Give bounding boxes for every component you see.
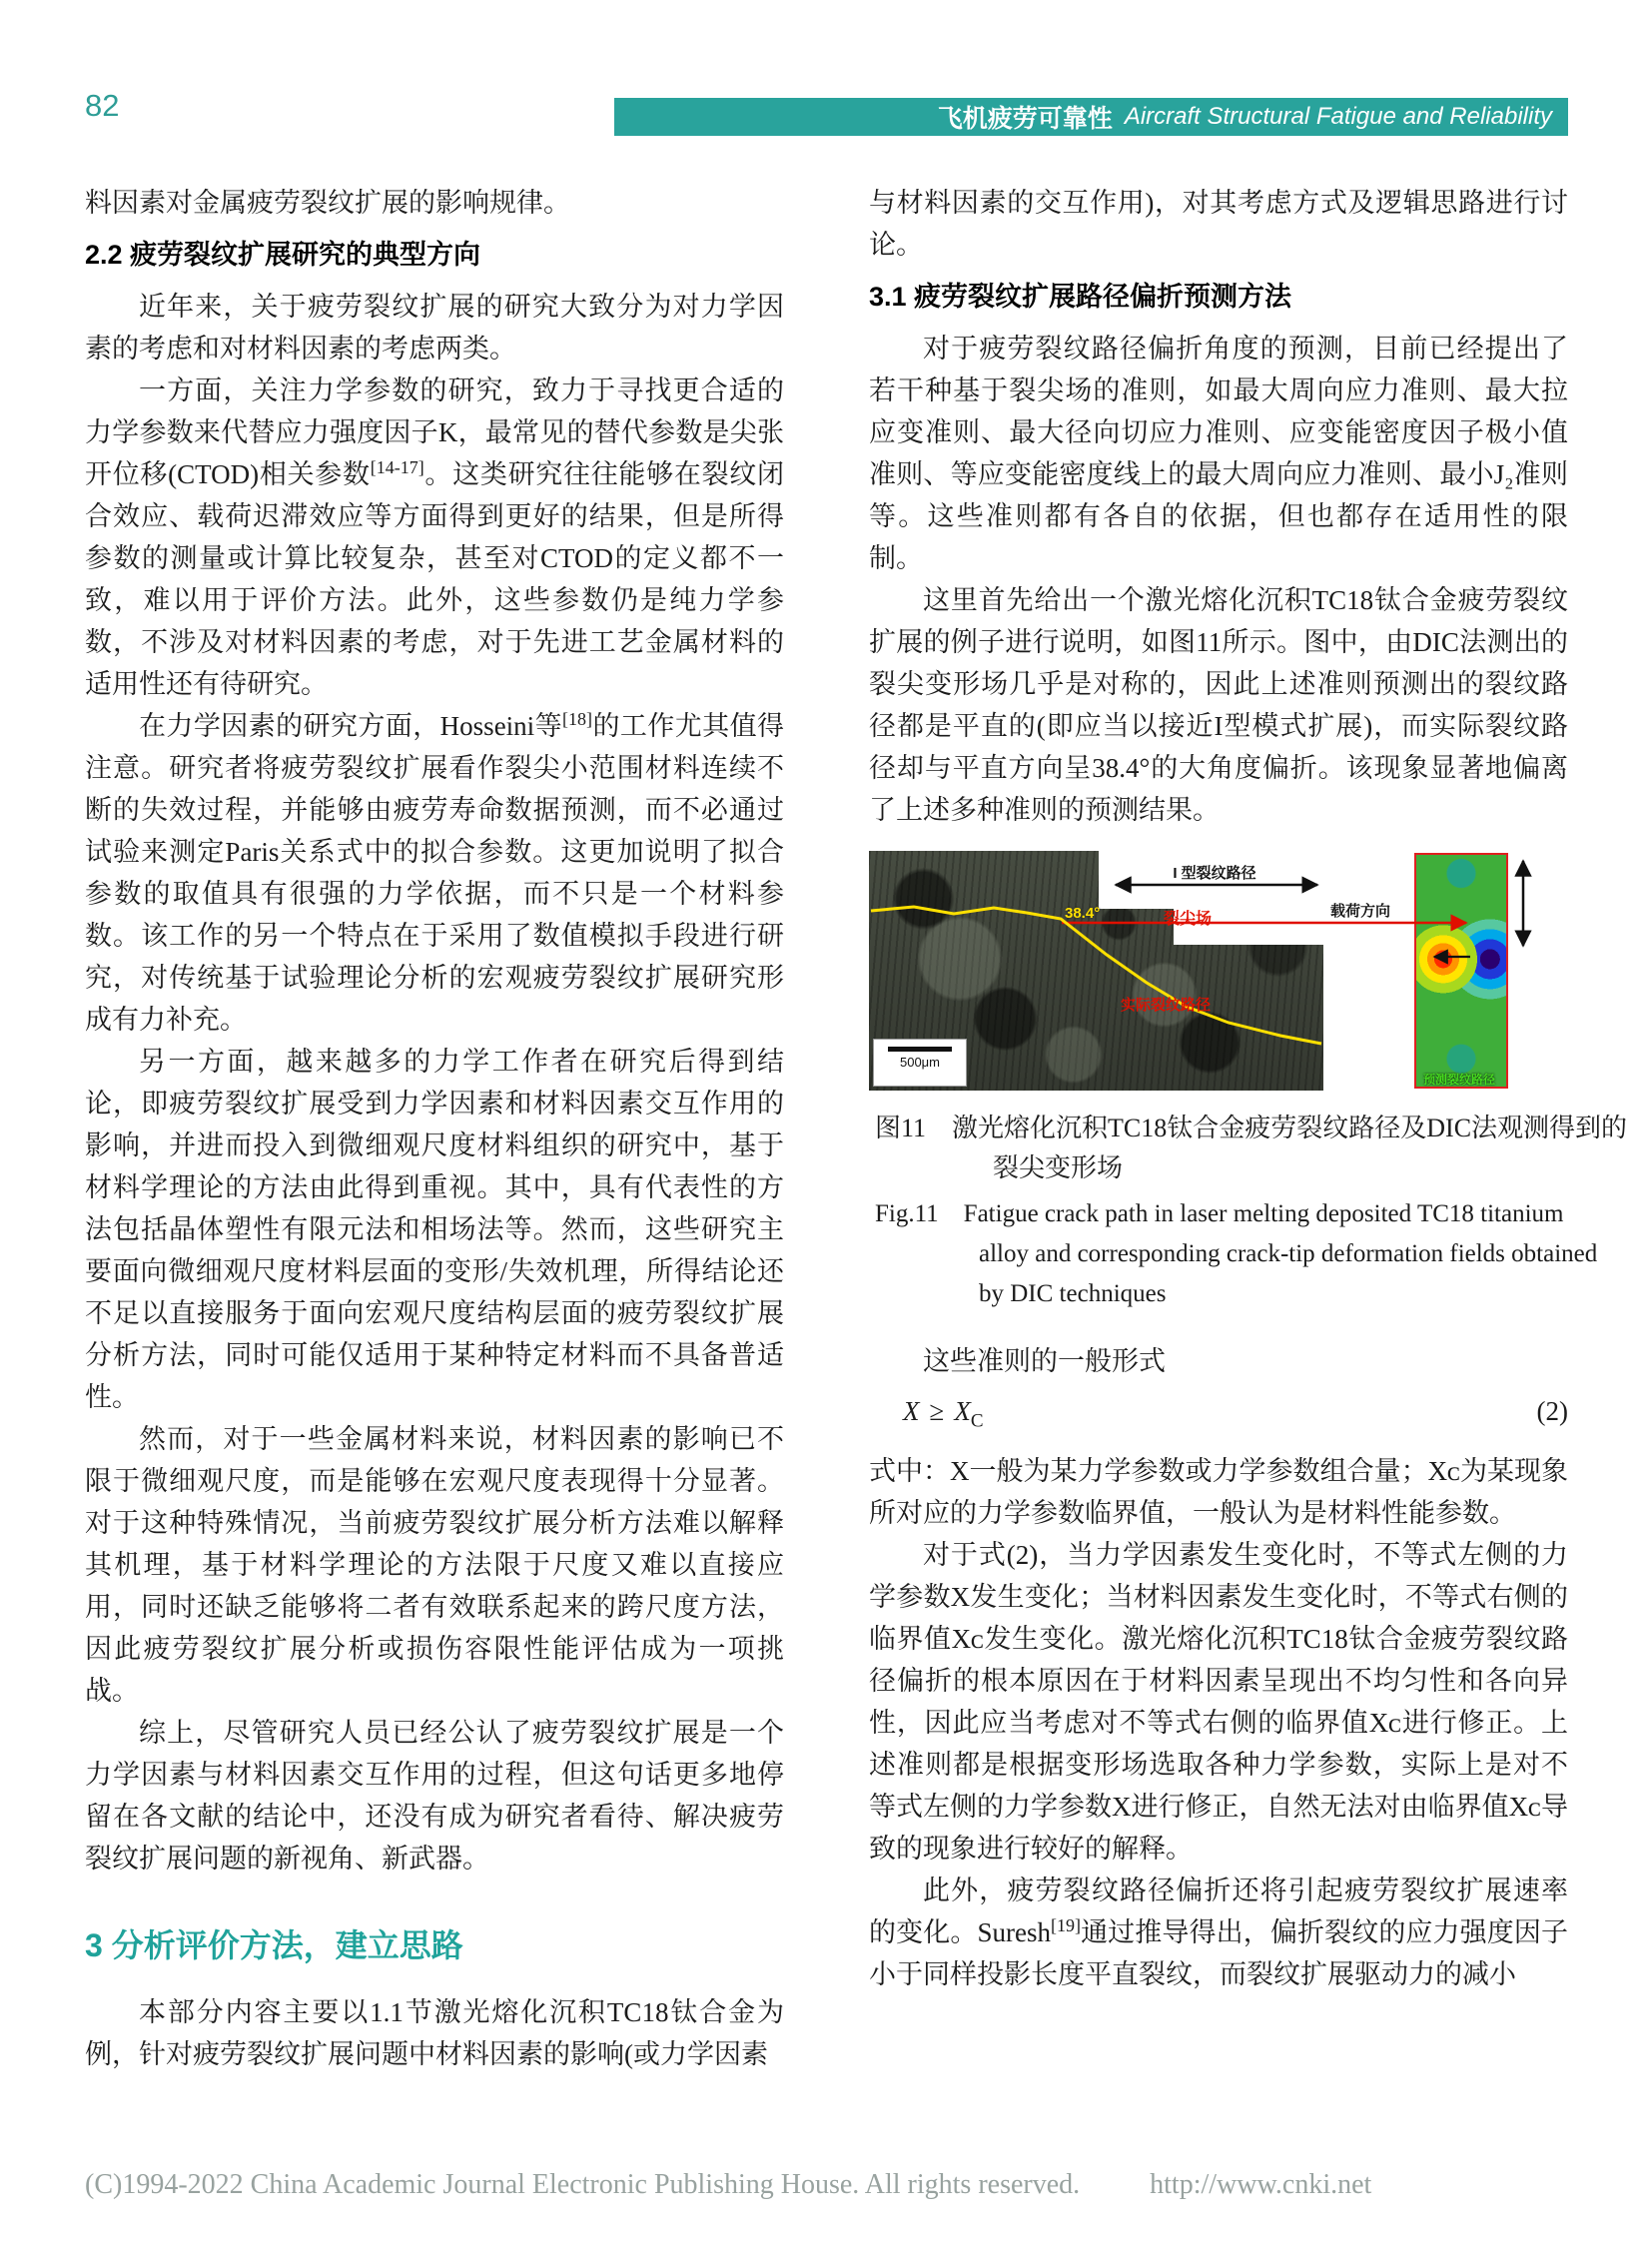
header-banner [614,98,1568,136]
paragraph-text: 的工作尤其值得注意。研究者将疲劳裂纹扩展看作裂尖小范围材料连续不断的失效过程，并能够由疲劳寿命数据预测，而不必通过试验来测定Paris关系式中的拟合参数。这更加说明了拟合参数的取值具有很强的力学依据，而不只是一个材料参数。该工作的另一个特点在于采用了数值模拟手段进行研究，对传统基于试验理论分析的宏观疲劳裂纹扩展研究形成有力补充。 [85,711,785,1035]
paragraph [85,705,784,1041]
page-number: 82 [85,88,120,123]
paragraph: 对于疲劳裂纹路径偏折角度的预测，目前已经提出了若干种基于裂尖场的准则，如最大周向应力准则、最大拉应变准则、最大径向切应力准则、应变能密度因子极小值准则、等应变能密度线上的最大周向应力准则、最小J₂准则等。这些准则都有各自的依据，但也都存在适用性的限制。 [869,334,1568,573]
equation-relation: ≥ [929,1396,945,1426]
paragraph: 这里首先给出一个激光熔化沉积TC18钛合金疲劳裂纹扩展的例子进行说明，如图11所示。图中，由DIC法测出的裂尖变形场几乎是对称的，因此上述准则预测出的裂纹路径都是平直的(即应当以接近I型模式扩展)，而实际裂纹路径却与平直方向呈38.4°的大角度偏折。该现象显著地偏离了上述多种准则的预测结果。 [869,585,1568,825]
scale-bar-line [888,1047,952,1052]
citation-ref: [19] [1050,1915,1081,1936]
paragraph [85,370,784,705]
copyright-text: (C)1994-2022 China Academic Journal Electronic Publishing House. All rights reserved. [85,2169,1081,2200]
left-column [85,182,784,2075]
paragraph: 近年来，关于疲劳裂纹扩展的研究大致分为对力学因素的考虑和对材料因素的考虑两类。 [85,292,784,364]
paragraph: 然而，对于一些金属材料来说，材料因素的影响已不限于微细观尺度，而是能够在宏观尺度表现得十分显著。对于这种特殊情况，当前疲劳裂纹扩展分析方法难以解释其机理，基于材料学理论的方法限于尺度又难以直接应用，同时还缺乏能够将二者有效联系起来的跨尺度方法，因此疲劳裂纹扩展分析或损伤容限性能评估成为一项挑战。 [85,1424,784,1706]
banner-title-cn: 飞机疲劳可靠性 [937,105,1113,133]
body-columns [85,182,1628,2075]
figure-caption-cn: 图11 激光熔化沉积TC18钛合金疲劳裂纹路径及DIC法观测得到的裂尖变形场 [875,1114,1628,1182]
paragraph-text: 通过推导得出，偏折裂纹的应力强度因子小于同样投影长度平直裂纹，而裂纹扩展驱动力的减小 [869,1917,1568,1990]
equation-number: (2) [1536,1396,1568,1426]
section-heading-3: 3 分析评价方法，建立思路 [85,1927,463,1963]
label-actual-crack-path: 实际裂纹路径 [1121,997,1212,1014]
citation-ref: [14-17] [370,457,424,477]
citation-ref: [18] [562,709,593,729]
paragraph [869,1870,1568,1995]
scale-bar-label: 500μm [899,1055,940,1070]
paragraph: 综上，尽管研究人员已经公认了疲劳裂纹扩展是一个力学因素与材料因素交互作用的过程，但这句话更多地停留在各文献的结论中，还没有成为研究者看待、解决疲劳裂纹扩展问题的新视角、新武器。 [85,1718,784,1874]
section-heading-3-1: 3.1 疲劳裂纹扩展路径偏折预测方法 [869,282,1292,312]
label-load-direction: 载荷方向 [1330,903,1391,920]
label-crack-tip-field: 裂尖场 [1164,911,1213,928]
equation-variable-x: X [903,1396,920,1426]
banner-title-en: Aircraft Structural Fatigue and Reliability [1124,103,1552,130]
paragraph-continuation: 与材料因素的交互作用)，对其考虑方式及逻辑思路进行讨论。 [869,188,1568,260]
footer-url: http://www.cnki.net [1150,2169,1372,2200]
figure-11 [869,851,1628,1314]
paragraph-text: 在力学因素的研究方面，Hosseini等 [139,711,563,741]
figure-canvas [869,851,1533,1091]
scale-bar [873,1039,967,1087]
equation-lead: 这些准则的一般形式 [923,1346,1166,1376]
equation-variable-xc: X [954,1396,971,1426]
paragraph-continuation: 料因素对金属疲劳裂纹扩展的影响规律。 [85,188,570,218]
page-footer [85,2169,1568,2201]
label-deflection-angle: 38.4° [1065,905,1101,922]
paragraph-text: 。这类研究往往能够在裂纹闭合效应、载荷迟滞效应等方面得到更好的结果，但是所得参数的测量或计算比较复杂，甚至对CTOD的定义都不一致，难以用于评价方法。此外，这些参数仍是纯力学参数，不涉及对材料因素的考虑，对于先进工艺金属材料的适用性还有待研究。 [85,459,784,699]
paragraph: 对于式(2)，当力学因素发生变化时，不等式左侧的力学参数X发生变化；当材料因素发生变化时，不等式右侧的临界值Xᴄ发生变化。激光熔化沉积TC18钛合金疲劳裂纹路径偏折的根本原因在于材料因素呈现出不均匀性和各向异性，因此应当考虑对不等式右侧的临界值Xᴄ进行修正。上述准则都是根据变形场选取各种力学参数，实际上是对不等式左侧的力学参数X进行修正，自然无法对由临界值Xᴄ导致的现象进行较好的解释。 [869,1540,1568,1865]
paragraph: 另一方面，越来越多的力学工作者在研究后得到结论，即疲劳裂纹扩展受到力学因素和材料因素交互作用的影响，并进而投入到微细观尺度材料组织的研究中，基于材料学理论的方法由此得到重视。其中，具有代表性的方法包括晶体塑性有限元法和相场法等。然而，这些研究主要面向微细观尺度材料层面的变形/失效机理，所得结论还不足以直接服务于面向宏观尺度结构层面的疲劳裂纹扩展分析方法，同时可能仅适用于某种特定材料而不具备普适性。 [85,1047,784,1412]
label-predicted-crack-path: 预测裂纹路径 [1422,1073,1495,1087]
paragraph: 本部分内容主要以1.1节激光熔化沉积TC18钛合金为例，针对疲劳裂纹扩展问题中材料因素的影响(或力学因素 [85,1997,784,2069]
paragraph: 式中：X一般为某力学参数或力学参数组合量；Xᴄ为某现象所对应的力学参数临界值，一般认为是材料性能参数。 [869,1456,1568,1529]
section-heading-2-2: 2.2 疲劳裂纹扩展研究的典型方向 [85,240,481,270]
equation-subscript: C [970,1410,984,1432]
figure-caption-en: Fig.11 Fatigue crack path in laser melting deposited TC18 titanium alloy and corresponding crack-tip deformation fields obtained by DIC techniques [875,1200,1598,1307]
paragraph-text: 一方面，关注力学参数的研究，致力于寻找更合适的力学参数来代替应力强度因子K，最常见的替代参数是尖张开位移(CTOD)相关参数 [85,376,784,489]
equation-2 [869,1390,1568,1442]
right-column [869,182,1628,2075]
label-mode1-crack-path: I 型裂纹路径 [1173,865,1256,882]
equation-expression [903,1390,984,1442]
paragraph-text: 此外，疲劳裂纹路径偏折还将引起疲劳裂纹扩展速率的变化。Suresh [869,1876,1568,1948]
